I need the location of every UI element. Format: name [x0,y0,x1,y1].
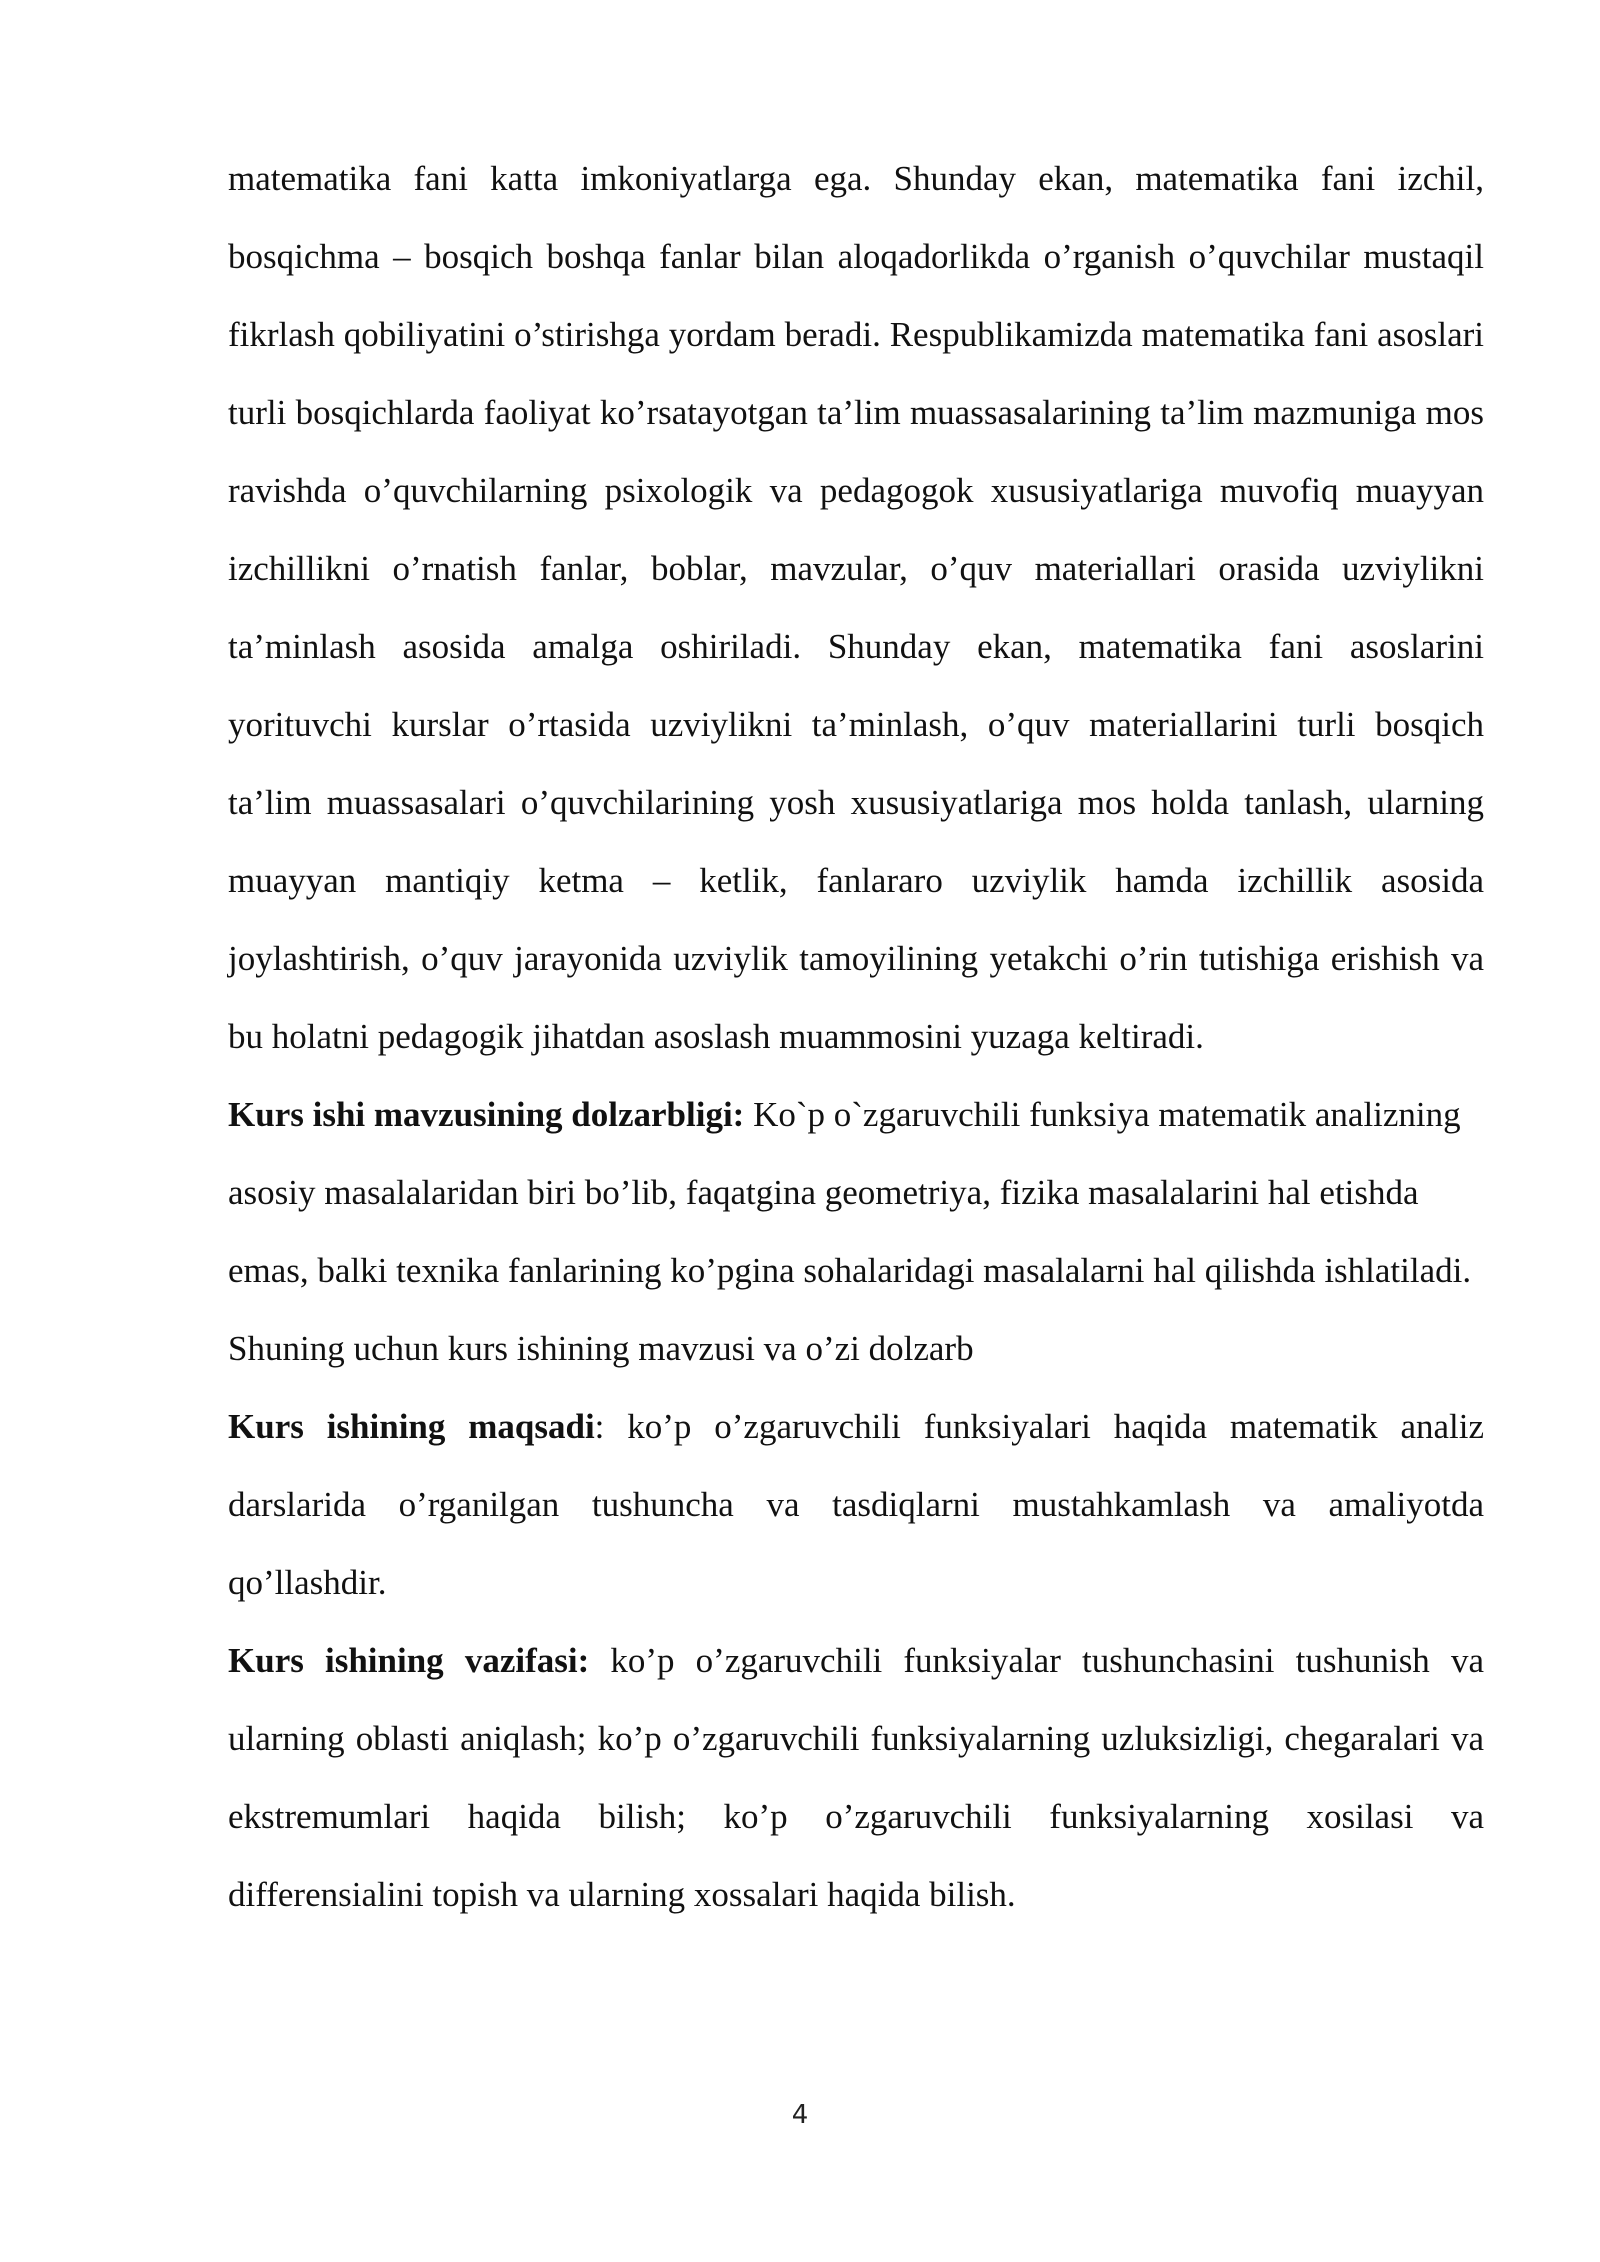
intro-paragraph: matematika fani katta imkoniyatlarga ega. Shunday ekan, matematika fani izchil, bosqichma – bosqich boshqa fanlar bilan aloqadorlikda o’rganish o’quvchilar mustaqil fikrlash qobiliyatini o’stirishga yordam beradi. Respublikamizda matematika fani asoslari turli bosqichlarda faoliyat ko’rsatayotgan ta’lim muassasalarining ta’lim mazmuniga mos ravishda o’quvchilarning psixologik va pedagogok xususiyatlariga muvofiq muayyan izchillikni o’rnatish fanlar, boblar, mavzular, o’quv materiallari orasida uzviylikni ta’minlash asosida amalga oshiriladi. Shunday ekan, matematika fani asoslarini yorituvchi kurslar o’rtasida uzviylikni ta’minlash, o’quv materiallarini turli bosqich ta’lim muassasalari o’quvchilarining yosh xususiyatlariga mos holda tanlash, ularning muayyan mantiqiy ketma – ketlik, fanlararo uzviylik hamda izchillik asosida joylashtirish, o’quv jarayonida uzviylik tamoyilining yetakchi o’rin tutishiga erishish va bu holatni pedagogik jihatdan asoslash muammosini yuzaga keltiradi. [228,159,1484,1056]
goal-label: Kurs ishining maqsadi [228,1407,595,1446]
tasks-text: ko’p o’zgaruvchili funksiyalar tushunchasini tushunish va ularning oblasti aniqlash; ko’p o’zgaruvchili funksiyalarning uzluksizligi, chegaralari va ekstremumlari haqida bilish; ko’p o’zgaruvchili funksiyalarning xosilasi va differensialini topish va ularning xossalari haqida bilish. [228,1641,1484,1914]
goal-paragraph [228,1388,1484,1622]
tasks-paragraph [228,1622,1484,1934]
relevance-paragraph [228,1076,1484,1388]
tasks-label: Kurs ishining vazifasi: [228,1641,590,1680]
relevance-label: Kurs ishi mavzusining dolzarbligi: [228,1095,745,1134]
goal-text: : ko’p o’zgaruvchili funksiyalari haqida matematik analiz darslarida o’rganilgan tushuncha va tasdiqlarni mustahkamlash va amaliyotda qo’llashdir. [228,1407,1484,1602]
page-body [228,140,1484,1934]
relevance-text: Ko`p o`zgaruvchili funksiya matematik analizning asosiy masalalaridan biri bo’lib, faqatgina geometriya, fizika masalalarini hal etishda emas, balki texnika fanlarining ko’pgina sohalaridagi masalalarni hal qilishda ishlatiladi. Shuning uchun kurs ishining mavzusi va o’zi dolzarb [228,1095,1472,1368]
page-number: 4 [791,2100,809,2130]
